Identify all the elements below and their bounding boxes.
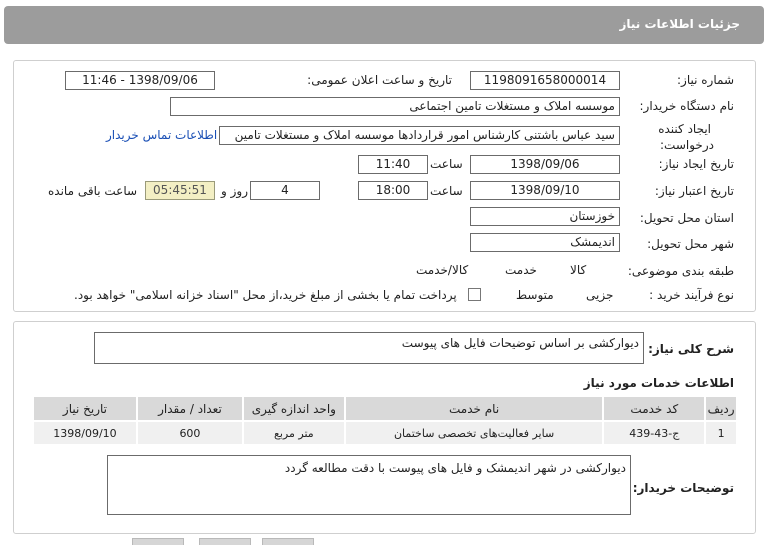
treasury-payment-note: پرداخت تمام یا بخشی از مبلغ خرید،از محل "اسناد خزانه اسلامی" خواهد بود. — [74, 288, 457, 302]
purchase-type-label: نوع فرآیند خرید : — [649, 288, 734, 302]
requester-label-line1: ایجاد کننده — [658, 122, 711, 136]
col-name: نام خدمت — [345, 396, 604, 421]
services-table-header — [33, 396, 737, 421]
city-field[interactable]: اندیمشک — [470, 233, 620, 252]
days-label: روز و — [221, 184, 248, 198]
description-label: شرح کلی نیاز: — [648, 342, 734, 356]
buyer-org-field[interactable]: موسسه املاک و مستغلات تامین اجتماعی — [170, 97, 620, 116]
city-label: شهر محل تحویل: — [647, 237, 734, 251]
category-service-label: خدمت — [505, 263, 537, 277]
cell-need-date: 1398/09/10 — [33, 421, 137, 445]
cell-name: سایر فعالیت‌های تخصصی ساختمان — [345, 421, 604, 445]
services-title: اطلاعات خدمات مورد نیاز — [583, 376, 734, 390]
description-field[interactable]: دیوارکشی بر اساس توضیحات فایل های پیوست — [94, 332, 644, 364]
purchase-medium-label: متوسط — [516, 288, 554, 302]
buyer-contact-link[interactable]: اطلاعات تماس خریدار — [106, 128, 218, 142]
create-date-label: تاریخ ایجاد نیاز: — [658, 157, 734, 171]
requester-label-line2: درخواست: — [660, 138, 714, 152]
col-quantity: تعداد / مقدار — [137, 396, 243, 421]
buyer-org-label: نام دستگاه خریدار: — [639, 99, 734, 113]
valid-time-label: ساعت — [430, 184, 463, 198]
requester-field[interactable]: سید عباس باشتنی کارشناس امور قراردادها موسسه املاک و مستغلات تامین — [219, 126, 620, 145]
bottom-button-1[interactable] — [132, 538, 184, 545]
valid-date-field[interactable]: 1398/09/10 — [470, 181, 620, 200]
create-time-label: ساعت — [430, 157, 463, 171]
col-row: ردیف — [705, 396, 737, 421]
need-number-field[interactable]: 1198091658000014 — [470, 71, 620, 90]
col-need-date: تاریخ نیاز — [33, 396, 137, 421]
remaining-days-field[interactable]: 4 — [250, 181, 320, 200]
create-date-field[interactable]: 1398/09/06 — [470, 155, 620, 174]
page-title: جزئیات اطلاعات نیاز — [619, 17, 740, 31]
purchase-minor-label: جزیی — [586, 288, 614, 302]
services-table — [32, 395, 738, 446]
treasury-payment-checkbox[interactable] — [468, 288, 481, 301]
valid-time-field[interactable]: 18:00 — [358, 181, 428, 200]
category-goods-label: کالا — [570, 263, 587, 277]
announce-date-label: تاریخ و ساعت اعلان عمومی: — [307, 73, 452, 87]
category-label: طبقه بندی موضوعی: — [627, 264, 734, 278]
cell-unit: متر مربع — [243, 421, 345, 445]
table-row[interactable] — [33, 421, 737, 445]
remaining-label: ساعت باقی مانده — [48, 184, 138, 198]
col-unit: واحد اندازه گیری — [243, 396, 345, 421]
cell-code: ج-43-439 — [603, 421, 705, 445]
page-header — [4, 6, 764, 44]
create-time-field[interactable]: 11:40 — [358, 155, 428, 174]
bottom-button-2[interactable] — [199, 538, 251, 545]
buyer-notes-field[interactable]: دیوارکشی در شهر اندیمشک و فایل های پیوست با دقت مطالعه گردد — [107, 455, 631, 515]
remaining-time-field: 05:45:51 — [145, 181, 215, 200]
category-goods-service-label: کالا/خدمت — [416, 263, 469, 277]
services-table-wrap — [28, 395, 738, 446]
cell-row: 1 — [705, 421, 737, 445]
valid-date-label: تاریخ اعتبار نیاز: — [654, 184, 734, 198]
province-field[interactable]: خوزستان — [470, 207, 620, 226]
bottom-button-3[interactable] — [262, 538, 314, 545]
col-code: کد خدمت — [603, 396, 705, 421]
buyer-notes-label: توضیحات خریدار: — [632, 481, 734, 495]
announce-date-field[interactable]: 1398/09/06 - 11:46 — [65, 71, 215, 90]
province-label: استان محل تحویل: — [639, 211, 734, 225]
cell-quantity: 600 — [137, 421, 243, 445]
need-number-label: شماره نیاز: — [677, 73, 734, 87]
